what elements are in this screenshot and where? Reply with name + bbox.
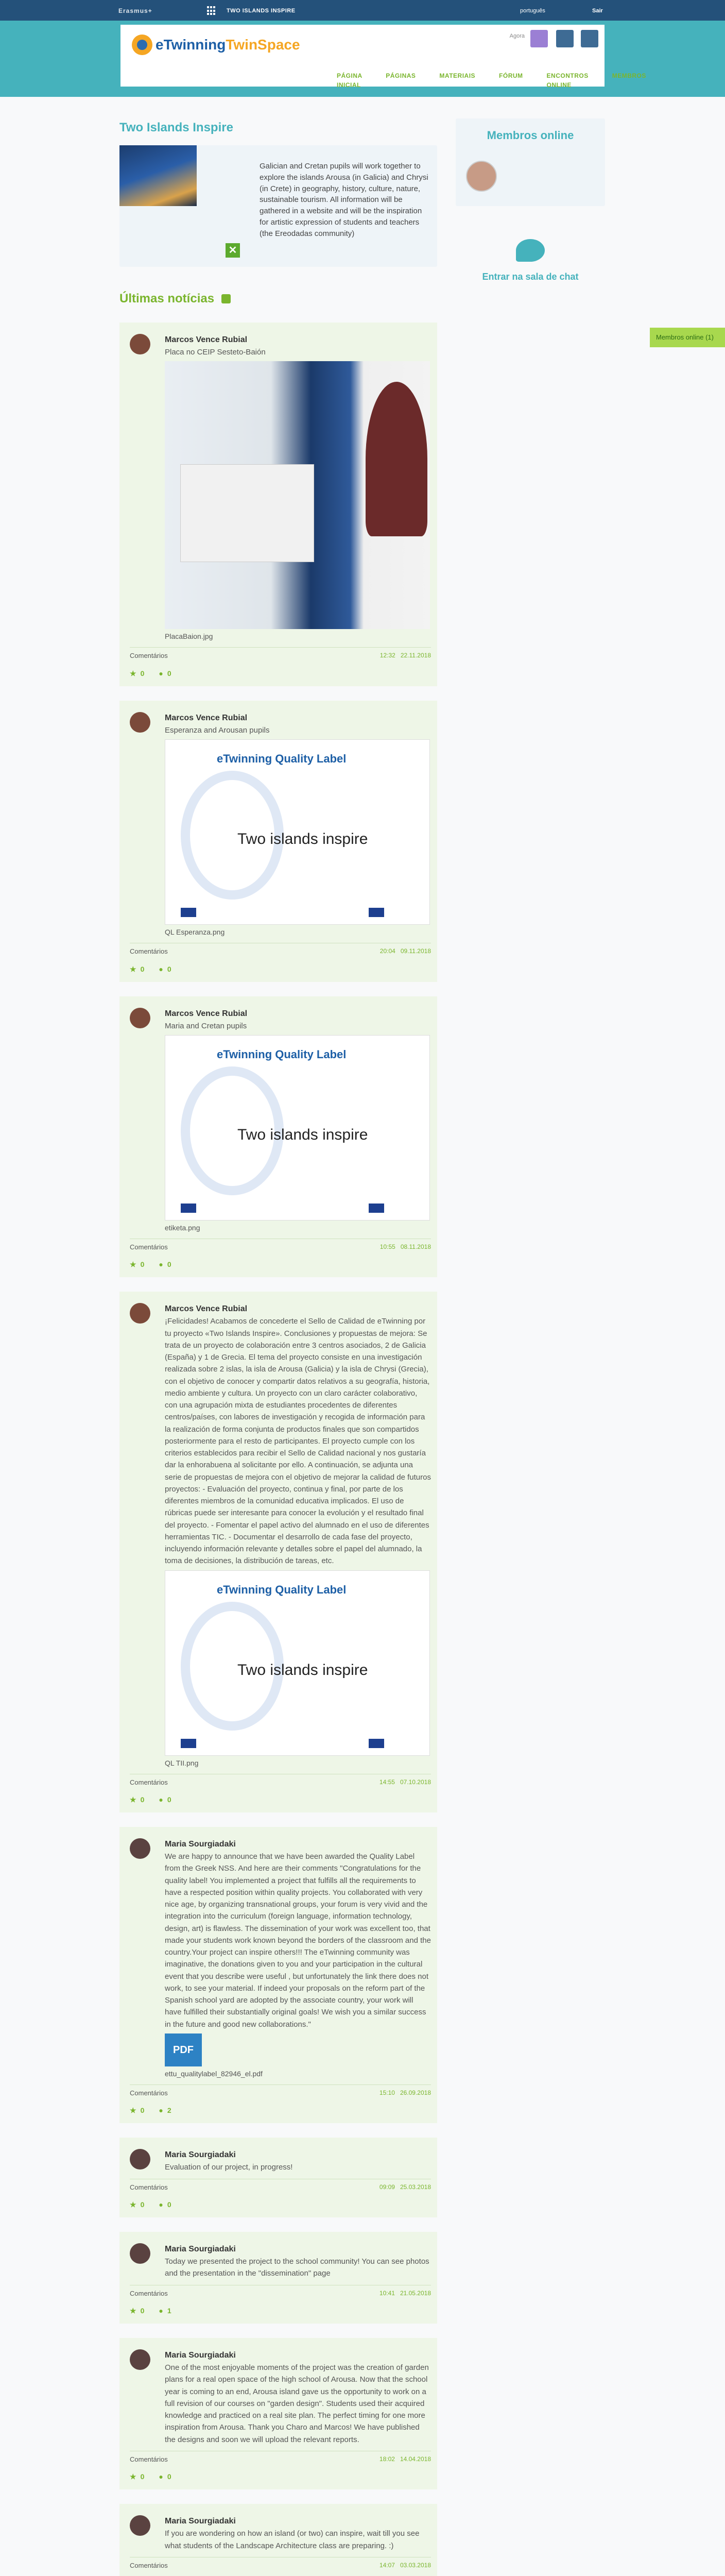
post-time: 09:09 — [379, 2183, 395, 2191]
main-nav — [337, 69, 646, 92]
star-icon: ★ — [130, 2200, 136, 2209]
certificate-image[interactable] — [165, 1570, 430, 1756]
comments-link[interactable]: Comentários — [130, 2289, 168, 2297]
main-column — [119, 118, 437, 2576]
post-author[interactable]: Maria Sourgiadaki — [165, 2150, 236, 2160]
post-time: 12:32 — [379, 652, 395, 659]
comment-icon: ● — [159, 2200, 163, 2209]
nav-online-meetings[interactable]: ENCONTROS ONLINE — [546, 72, 589, 89]
eu-flag-icon — [181, 1204, 196, 1213]
comments-link[interactable]: Comentários — [130, 652, 168, 660]
post-text: Today we presented the project to the school community! You can see photos and the presentation in the "dissemination" page — [165, 2257, 429, 2278]
author-avatar[interactable] — [130, 1838, 150, 1859]
post-meta — [130, 2557, 431, 2571]
star-icon: ★ — [130, 2307, 136, 2315]
post-actions — [130, 1252, 431, 1272]
reply-count: 0 — [167, 669, 171, 677]
nav-materials[interactable]: MATERIAIS — [439, 72, 476, 79]
post-author[interactable]: Maria Sourgiadaki — [165, 1840, 236, 1849]
post-meta — [130, 943, 431, 957]
reply-count: 0 — [167, 964, 171, 973]
comment-icon: ● — [159, 964, 163, 973]
news-post — [119, 2338, 437, 2489]
post-meta — [130, 1774, 431, 1788]
reply-count: 1 — [167, 2307, 171, 2315]
post-meta — [130, 2084, 431, 2098]
reply-count: 0 — [167, 1795, 171, 1804]
reply-count: 0 — [167, 2200, 171, 2209]
certificate-title: Two islands inspire — [237, 1126, 368, 1143]
post-meta — [130, 647, 431, 661]
certificate-image[interactable] — [165, 1035, 430, 1221]
eu-flag-icon — [369, 1204, 384, 1213]
comment-icon: ● — [159, 2472, 163, 2481]
like-count: 0 — [140, 669, 145, 677]
post-date: 21.05.2018 — [400, 2289, 431, 2297]
logo-e: e — [156, 37, 164, 53]
like-button[interactable] — [130, 2471, 144, 2482]
like-button[interactable] — [130, 1794, 144, 1805]
post-text: If you are wondering on how an island (or two) can inspire, wait till you see what students of the Landscape Architecture class are preparing. :) — [165, 2529, 420, 2550]
comments-link[interactable]: Comentários — [130, 1243, 168, 1251]
top-bar — [0, 0, 725, 21]
certificate-title: Two islands inspire — [237, 1661, 368, 1679]
post-date: 25.03.2018 — [400, 2183, 431, 2191]
nav-home[interactable]: PÁGINA INICIAL — [337, 72, 362, 89]
reply-button[interactable] — [159, 668, 171, 679]
comments-link[interactable]: Comentários — [130, 2183, 168, 2191]
star-icon: ★ — [130, 2106, 136, 2115]
news-post — [119, 1827, 437, 2123]
site-selector[interactable]: TWO ISLANDS INSPIRE — [227, 8, 296, 14]
like-button[interactable] — [130, 2199, 144, 2210]
certificate-label: eTwinning Quality Label — [217, 1583, 347, 1596]
post-text: We are happy to announce that we have been awarded the Quality Label from the Greek NSS. And here are their comments "Congratulations for the quality label! You implemented a project that fulfills all the requirements to have a respected position within quality projects. You collaborated with very nice age, by organizing transnational groups, your forum is very vivid and the integration into the curriculum (foreign language, information technology, design, art) is flawless. The dissemination of your work was excellent too, that made your students work known beyond the borders of the classroom and the country.Your project can inspire others!!! The eTwinning community was imaginative, the donations given to you and your participation in the cultural event that you describe were useful , but unfortunately the link there does not work, to see your material. If indeed your proposals on the reform part of the Spanish school yard are adopted by the associate country, your work will have fulfilled their substantially original goals! We wish you a similar success in the future and good new collaborations." — [165, 1852, 431, 2029]
pdf-icon: PDF — [165, 2033, 202, 2066]
notifications-icon[interactable] — [556, 30, 574, 47]
online-members-box — [456, 118, 605, 206]
news-heading — [119, 290, 437, 308]
news-post — [119, 1292, 437, 1812]
author-avatar[interactable] — [130, 2349, 150, 2370]
star-icon: ★ — [130, 964, 136, 973]
post-time: 15:10 — [379, 2089, 395, 2096]
post-text: ¡Felicidades! Acabamos de concederte el Sello de Calidad de eTwinning por tu proyecto «Two Islands Inspire». Conclusiones y propuestas de mejora: Se trata de un proyecto de colaboración entre 3 centros asociados, 2 de Galicia (España) y 1 de Grecia. El tema del proyecto consiste en una investigación realizada sobre 2 islas, la isla de Arousa (Galicia) y la isla de Chrysi (Grecia), con el objetivo de conocer y compartir datos relativos a su geografía, historia, medio ambiente y cultura. Un proyecto con un claro carácter colaborativo, con una agrupación mixta de estudiantes procedentes de diferentes centros/países, con labores de investigación y recogida de información para la realización de forma conjunta de productos finales que son compartidos posteriormente para el resto de participantes. El proyecto cumple con los criterios establecidos para recibir el Sello de Calidad nacional y nos gustaría dar la enhorabuena al solicitante por ello. A continuación, se adjunta una serie de propuestas de mejora con el objetivo de mejorar la calidad de futuros proyectos: - Evaluación del proyecto, continua y final, por parte de los diferentes miembros de la comunidad educativa implicados. El uso de rúbricas puede ser interesante para conocer la evolución y el resultado final del proyecto. - Fomentar el papel activo del alumnado en el uso de diferentes herramientas TIC. - Documentar el desarrollo de cada fase del proyecto, incluyendo información relevante y detalles sobre el papel del alumnado, la toma de decisiones, la distribución de tareas, etc. — [165, 1317, 431, 1566]
attachment-caption[interactable]: PlacaBaion.jpg — [165, 632, 213, 641]
post-time: 10:55 — [379, 1243, 395, 1250]
like-count: 0 — [140, 1260, 145, 1269]
project-title: Two Islands Inspire — [119, 121, 233, 134]
online-members-tab[interactable]: Membros online (1) — [650, 328, 725, 347]
author-avatar[interactable] — [130, 712, 150, 733]
certificate-title: Two islands inspire — [237, 831, 368, 848]
post-author[interactable]: Marcos Vence Rubial — [165, 1009, 248, 1018]
reply-button[interactable] — [159, 964, 171, 975]
like-button[interactable] — [130, 964, 144, 975]
post-actions — [130, 2298, 431, 2318]
like-count: 0 — [140, 2307, 145, 2315]
person-shape — [366, 382, 427, 536]
author-avatar[interactable] — [130, 334, 150, 354]
post-time: 14:55 — [379, 1778, 395, 1786]
like-button[interactable] — [130, 1259, 144, 1270]
language-select[interactable]: português — [520, 8, 545, 14]
news-post — [119, 2232, 437, 2324]
post-author[interactable]: Maria Sourgiadaki — [165, 2517, 236, 2526]
comment-icon: ● — [159, 1795, 163, 1804]
post-date: 07.10.2018 — [400, 1778, 431, 1786]
author-avatar[interactable] — [130, 2243, 150, 2264]
reply-button[interactable] — [159, 2105, 171, 2116]
project-image — [119, 145, 197, 206]
eu-flag-icon — [369, 908, 384, 917]
post-actions — [130, 2192, 431, 2212]
like-count: 0 — [140, 2472, 145, 2481]
star-icon: ★ — [130, 1795, 136, 1804]
like-count: 0 — [140, 1795, 145, 1804]
like-count: 0 — [140, 2200, 145, 2209]
certificate-image[interactable] — [165, 739, 430, 925]
post-time: 20:04 — [379, 947, 395, 955]
post-date: 14.04.2018 — [400, 2455, 431, 2463]
like-button[interactable] — [130, 668, 144, 679]
apps-grid-icon[interactable] — [207, 6, 216, 15]
nav-forum[interactable]: FÓRUM — [499, 72, 523, 79]
pdf-attachment[interactable] — [165, 2033, 208, 2066]
menu-icon[interactable] — [581, 30, 598, 47]
post-date: 03.03.2018 — [400, 2561, 431, 2569]
star-icon: ★ — [130, 2472, 136, 2481]
news-post — [119, 2504, 437, 2576]
comments-link[interactable]: Comentários — [130, 2089, 168, 2097]
comment-icon: ● — [159, 2307, 163, 2315]
post-author[interactable]: Marcos Vence Rubial — [165, 713, 248, 722]
post-date: 26.09.2018 — [400, 2089, 431, 2096]
project-box — [119, 145, 437, 267]
eu-flag-icon — [181, 908, 196, 917]
like-button[interactable] — [130, 2306, 144, 2316]
post-author[interactable]: Marcos Vence Rubial — [165, 335, 248, 344]
reply-count: 2 — [167, 2106, 171, 2115]
post-meta — [130, 2451, 431, 2465]
reply-count: 0 — [167, 2472, 171, 2481]
post-actions — [130, 2464, 431, 2484]
post-time: 10:41 — [379, 2289, 395, 2297]
attachment-caption[interactable]: etiketa.png — [165, 1223, 200, 1232]
post-time: 18:02 — [379, 2455, 395, 2463]
reply-button[interactable] — [159, 2471, 171, 2482]
chat-link[interactable] — [456, 239, 605, 284]
post-date: 09.11.2018 — [400, 947, 431, 955]
post-actions — [130, 661, 431, 681]
star-icon: ★ — [130, 1260, 136, 1269]
post-text: Maria and Cretan pupils — [165, 1021, 247, 1030]
post-author[interactable]: Marcos Vence Rubial — [165, 1304, 248, 1314]
news-post — [119, 2138, 437, 2217]
post-meta — [130, 1239, 431, 1252]
post-author[interactable]: Maria Sourgiadaki — [165, 2245, 236, 2253]
post-actions — [130, 1787, 431, 1807]
reply-button[interactable] — [159, 2306, 171, 2316]
star-icon — [132, 35, 152, 55]
post-image[interactable] — [165, 361, 430, 629]
rss-icon[interactable] — [221, 294, 231, 303]
user-avatar[interactable] — [530, 30, 548, 47]
nav-pages[interactable]: PÁGINAS — [386, 72, 416, 79]
author-avatar[interactable] — [130, 1008, 150, 1028]
author-avatar[interactable] — [130, 2515, 150, 2536]
post-text: Evaluation of our project, in progress! — [165, 2163, 293, 2172]
like-count: 0 — [140, 964, 145, 973]
etwinning-logo[interactable] — [132, 34, 300, 56]
star-icon: ★ — [130, 669, 136, 677]
comments-link[interactable]: Comentários — [130, 1778, 168, 1786]
post-actions — [130, 2570, 431, 2576]
logout-link[interactable]: Sair — [592, 8, 603, 14]
comment-icon: ● — [159, 1260, 163, 1269]
news-post — [119, 323, 437, 686]
reply-button[interactable] — [159, 1794, 171, 1805]
post-meta — [130, 2285, 431, 2299]
attachment-caption[interactable]: QL TII.png — [165, 1758, 199, 1767]
post-actions — [130, 957, 431, 977]
attachment-caption[interactable]: ettu_qualitylabel_82946_el.pdf — [165, 2069, 263, 2078]
expand-icon[interactable]: ✕ — [226, 243, 240, 258]
member-avatar[interactable] — [466, 161, 497, 192]
plaque-shape — [180, 464, 314, 562]
post-date: 08.11.2018 — [400, 1243, 431, 1250]
chat-label: Entrar na sala de chat — [482, 271, 579, 282]
certificate-label: eTwinning Quality Label — [217, 1047, 347, 1061]
comments-link[interactable]: Comentários — [130, 2561, 168, 2569]
post-actions — [130, 2098, 431, 2118]
author-avatar[interactable] — [130, 2149, 150, 2170]
sidebar — [456, 118, 605, 284]
erasmus-logo[interactable]: Erasmus+ — [118, 7, 152, 14]
post-meta — [130, 2179, 431, 2193]
logo-twinspace: TwinSpace — [226, 37, 300, 53]
logo-twinning: Twinning — [163, 37, 226, 53]
author-avatar[interactable] — [130, 1303, 150, 1324]
post-text: One of the most enjoyable moments of the project was the creation of garden plans for a real open space of the high school of Arousa. Now that the school year is coming to an end, Arousa island gave us the opportunity to work on a full revision of our courses on "garden design". Students used their acquired knowledge and practiced on a real site plan. The perfect timing for one more inspiration from Arousa. Thank you Charo and Marcos! We have published the designs and soon we will upload the relevant reports. — [165, 2363, 429, 2444]
reply-count: 0 — [167, 1260, 171, 1269]
attachment-caption[interactable]: QL Esperanza.png — [165, 928, 225, 936]
project-description: Galician and Cretan pupils will work together to explore the islands Arousa (in Galicia) and Chrysi (in Crete) in geography, history, culture, nature, sustainable tourism. All information will be gathered in a website and will be the inspiration for artistic expression of students and teachers (the Ereodadas community) — [260, 162, 428, 238]
news-post — [119, 701, 437, 982]
news-post — [119, 996, 437, 1278]
comments-link[interactable]: Comentários — [130, 947, 168, 955]
news-title: Últimas notícias — [119, 292, 215, 306]
header-card — [120, 25, 646, 89]
comments-link[interactable]: Comentários — [130, 2455, 168, 2463]
like-count: 0 — [140, 2106, 145, 2115]
certificate-label: eTwinning Quality Label — [217, 752, 347, 765]
eu-flag-icon — [369, 1739, 384, 1748]
online-members-title: Membros online — [487, 129, 574, 142]
user-status: Agora — [509, 33, 525, 39]
reply-button[interactable] — [159, 2199, 171, 2210]
comment-icon: ● — [159, 669, 163, 677]
post-text: Placa no CEIP Sesteto-Baión — [165, 348, 266, 357]
post-time: 14:07 — [379, 2561, 395, 2569]
post-date: 22.11.2018 — [400, 652, 431, 659]
eu-flag-icon — [181, 1739, 196, 1748]
post-author[interactable]: Maria Sourgiadaki — [165, 2351, 236, 2360]
nav-members[interactable]: MEMBROS — [612, 72, 646, 79]
like-button[interactable] — [130, 2105, 144, 2116]
comment-icon: ● — [159, 2106, 163, 2115]
post-text: Esperanza and Arousan pupils — [165, 725, 270, 735]
chat-icon — [516, 239, 545, 262]
reply-button[interactable] — [159, 1259, 171, 1270]
